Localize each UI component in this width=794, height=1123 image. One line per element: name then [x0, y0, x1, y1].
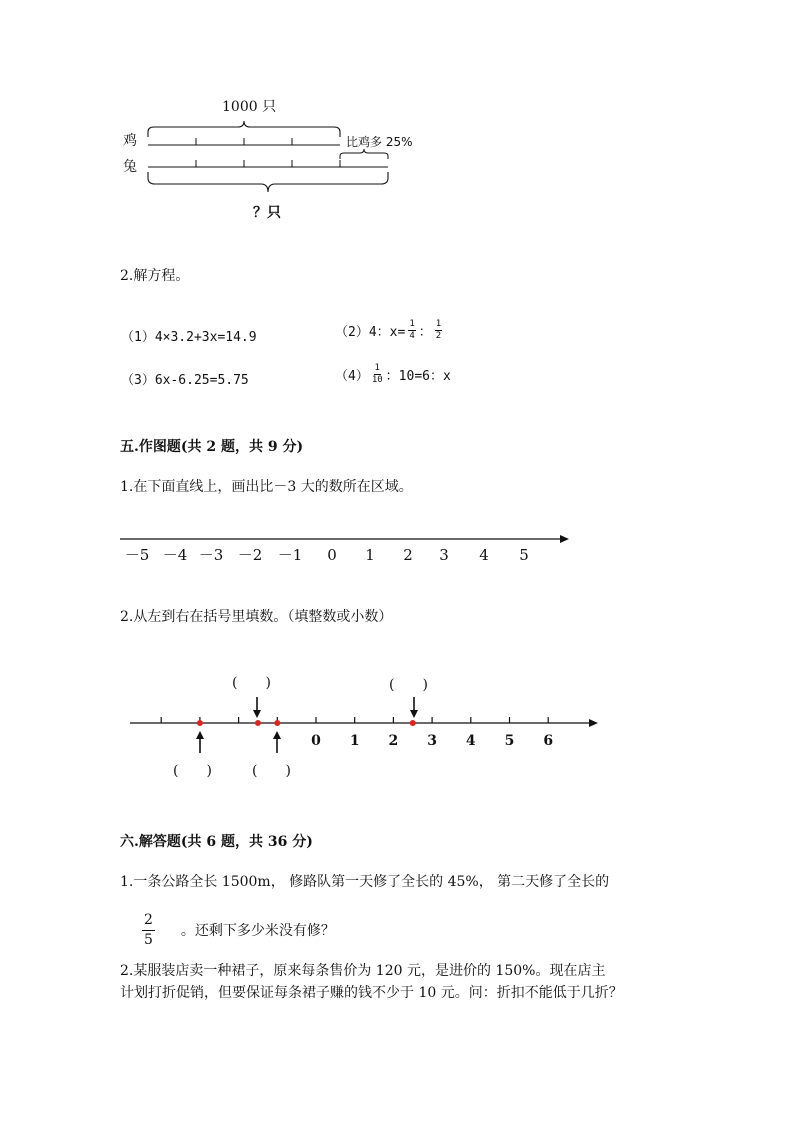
diagram-rabbit-label: 兔: [123, 159, 137, 175]
equation-heading: 2.解方程。: [120, 268, 190, 284]
number-line-1-label: －4: [162, 546, 188, 564]
bracket-top-2: ( ): [389, 677, 428, 693]
section-5-question-2: 2.从左到右在括号里填数。（填整数或小数）: [120, 609, 393, 625]
equation-4: [335, 364, 451, 385]
bottom-brace: [148, 172, 388, 192]
number-line-2-label: 4: [465, 733, 476, 749]
fraction-two-fifths: 2 5: [144, 912, 153, 948]
number-line-1-label: －5: [124, 546, 150, 564]
extra-brace: [340, 149, 388, 159]
equation-3: （3）6x-6.25=5.75: [121, 373, 249, 388]
section-6-heading: 六.解答题(共 6 题，共 36 分): [120, 834, 313, 850]
equation-2-prefix: （2）4：x=: [335, 325, 406, 340]
section-6-question-1-line-2: [142, 913, 335, 947]
number-line-2-label: 6: [543, 733, 554, 749]
number-line-2: [0, 660, 794, 790]
number-line-1-label: －1: [277, 546, 303, 564]
diagram-chicken-label: 鸡: [123, 133, 137, 149]
number-line-1-label: 4: [479, 546, 489, 564]
number-line-2-label: 5: [504, 733, 515, 749]
number-line-1-label: 3: [439, 546, 449, 564]
equation-4-suffix: ：10=6：x: [385, 369, 451, 384]
number-line-2-label: 3: [427, 733, 437, 749]
number-line-1-arrow: [560, 535, 569, 543]
section-6-question-1-line-1: 1.一条公路全长 1500m， 修路队第一天修了全长的 45%， 第二天修了全长的: [120, 874, 610, 890]
section-5-heading: 五.作图题(共 2 题，共 9 分): [120, 439, 304, 455]
number-line-1-label: －3: [198, 546, 224, 564]
equation-4-fraction: $\frac{1}{10}$: [371, 363, 383, 385]
q1-line-2-text: 。还剩下多少米没有修？: [180, 923, 335, 940]
number-line-1-label: 5: [519, 546, 529, 564]
section-5-question-1: 1.在下面直线上，画出比－3 大的数所在区域。: [120, 479, 413, 495]
diagram-extra-label: 比鸡多 25%: [346, 135, 413, 149]
number-line-1-label: 2: [403, 546, 413, 564]
number-line-2-label: 2: [388, 733, 399, 749]
number-line-1-label: 0: [327, 546, 337, 564]
number-line-2-arrow: [589, 719, 598, 727]
red-point: [255, 720, 261, 726]
number-line-2-label: 1: [349, 733, 360, 749]
diagram-top-label: 1000 只: [222, 99, 277, 115]
bar-diagram: [0, 0, 794, 230]
top-brace: [148, 121, 340, 137]
red-point: [274, 720, 280, 726]
number-line-1-label: －2: [237, 546, 263, 564]
section-6-question-2-line-2: 计划打折促销，但要保证每条裙子赚的钱不少于 10 元。问：折扣不能低于几折？: [120, 985, 623, 1001]
number-line-1: [0, 520, 794, 580]
red-point: [197, 720, 203, 726]
equation-2-fraction-2: $\frac{1}{2}$: [435, 319, 442, 341]
bracket-top-1: ( ): [232, 675, 271, 691]
bracket-bottom-2: ( ): [252, 763, 291, 779]
equation-2-fraction-1: $\frac{1}{4}$: [409, 319, 415, 341]
diagram-bottom-label: ？只: [253, 205, 281, 221]
number-line-1-label: 1: [365, 546, 375, 564]
equation-4-prefix: （4）: [335, 369, 369, 384]
section-6-question-2-line-1: 2.某服装店卖一种裙子，原来每条售价为 120 元，是进价的 150%。现在店主: [120, 963, 606, 979]
equation-2-colon: ：: [418, 325, 432, 340]
red-point: [410, 720, 416, 726]
equation-1: （1）4×3.2+3x=14.9: [121, 330, 257, 345]
number-line-2-label: 0: [311, 733, 321, 749]
equation-2: [335, 320, 445, 341]
bracket-bottom-1: ( ): [173, 763, 212, 779]
